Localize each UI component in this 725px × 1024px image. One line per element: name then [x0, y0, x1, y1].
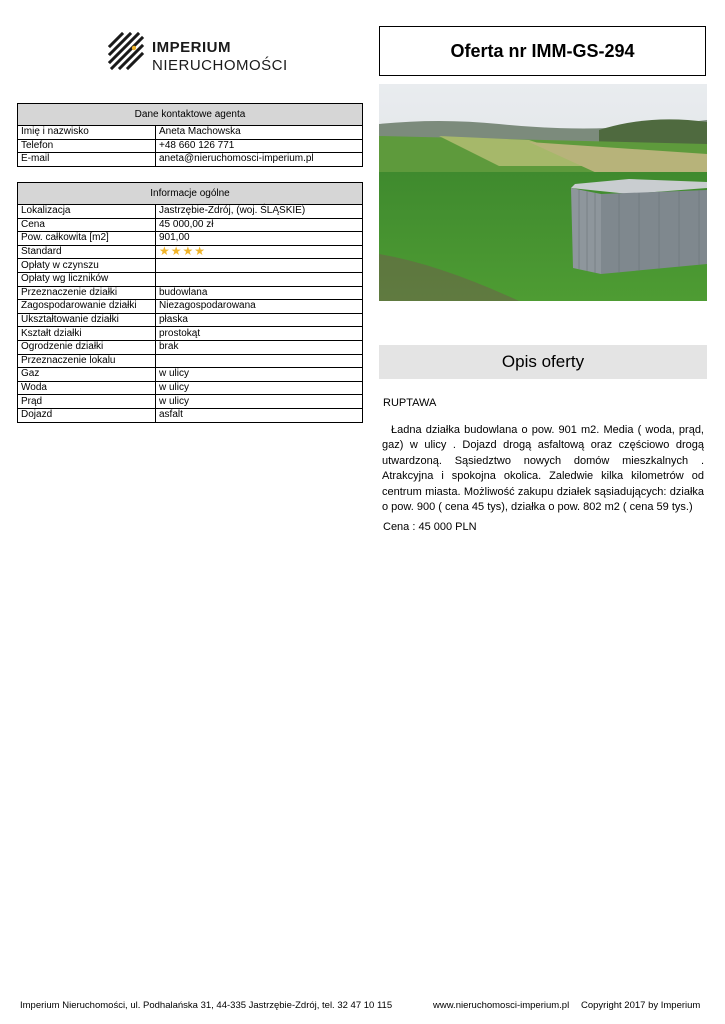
row-label: Woda [18, 381, 156, 395]
table-row [18, 300, 363, 314]
table-row [18, 395, 363, 409]
row-label: Pow. całkowita [m2] [18, 232, 156, 246]
row-label: Ukształtowanie działki [18, 313, 156, 327]
row-label: Telefon [18, 139, 156, 153]
row-label: Gaz [18, 368, 156, 382]
row-label: Imię i nazwisko [18, 126, 156, 140]
table-row [18, 354, 363, 368]
row-label: Zagospodarowanie działki [18, 300, 156, 314]
star-icon: ★ [194, 244, 206, 258]
table-row [18, 272, 363, 286]
description-title: RUPTAWA [383, 397, 437, 409]
footer-copyright: Copyright 2017 by Imperium [581, 1000, 701, 1011]
row-label: Cena [18, 218, 156, 232]
star-icon: ★ [182, 244, 194, 258]
agent-contact-table [17, 103, 363, 167]
row-label: Prąd [18, 395, 156, 409]
table-row [18, 218, 363, 232]
table-row [18, 245, 363, 259]
table-row [18, 340, 363, 354]
row-value: w ulicy [156, 381, 363, 395]
star-rating [159, 246, 205, 257]
row-value: płaska [156, 313, 363, 327]
agent-name: Aneta Machowska [156, 126, 363, 140]
table-row [18, 259, 363, 273]
row-label: Opłaty wg liczników [18, 272, 156, 286]
row-value [156, 259, 363, 273]
row-value: 901,00 [156, 232, 363, 246]
company-logo [108, 32, 288, 76]
property-photo [379, 84, 707, 301]
table-row [18, 408, 363, 422]
agent-phone: +48 660 126 771 [156, 139, 363, 153]
description-price: Cena : 45 000 PLN [383, 521, 477, 533]
row-value: w ulicy [156, 395, 363, 409]
table-row [18, 313, 363, 327]
row-value: asfalt [156, 408, 363, 422]
logo-stripes-icon [108, 32, 148, 72]
contact-table-header: Dane kontaktowe agenta [18, 104, 363, 126]
table-row [18, 139, 363, 153]
description-header [379, 345, 707, 379]
row-value: brak [156, 340, 363, 354]
standard-rating [156, 245, 363, 259]
garage-shape [571, 179, 707, 274]
star-icon: ★ [159, 244, 170, 258]
footer-website-link[interactable]: www.nieruchomosci-imperium.pl [433, 1000, 570, 1011]
row-label: Ogrodzenie działki [18, 340, 156, 354]
table-row [18, 205, 363, 219]
row-value: 45 000,00 zł [156, 218, 363, 232]
row-label: Dojazd [18, 408, 156, 422]
description-heading: Opis oferty [501, 352, 585, 371]
row-label: Kształt działki [18, 327, 156, 341]
field-with-garage-image [379, 84, 707, 301]
row-value [156, 354, 363, 368]
row-value: w ulicy [156, 368, 363, 382]
footer-address: Imperium Nieruchomości, ul. Podhalańska 31, 44-335 Jastrzębie-Zdrój, tel. 32 47 10 115 [20, 1000, 393, 1011]
star-icon: ★ [170, 244, 182, 258]
row-label: Przeznaczenie lokalu [18, 354, 156, 368]
offer-number-box [379, 26, 706, 76]
row-value: prostokąt [156, 327, 363, 341]
table-row [18, 286, 363, 300]
row-label: E-mail [18, 153, 156, 167]
table-row [18, 368, 363, 382]
table-row [18, 153, 363, 167]
table-row [18, 327, 363, 341]
row-value: Jastrzębie-Zdrój, (woj. ŚLĄSKIE) [156, 205, 363, 219]
agent-email: aneta@nieruchomosci-imperium.pl [156, 153, 363, 167]
table-row [18, 126, 363, 140]
row-label: Przeznaczenie działki [18, 286, 156, 300]
general-table-header: Informacje ogólne [18, 183, 363, 205]
general-info-table [17, 182, 363, 423]
logo-text-top: IMPERIUM [152, 39, 231, 56]
row-label: Lokalizacja [18, 205, 156, 219]
row-label: Standard [18, 245, 156, 259]
offer-number: Oferta nr IMM-GS-294 [450, 40, 635, 61]
description-body: Ładna działka budowlana o pow. 901 m2. Media ( woda, prąd, gaz) w ulicy . Dojazd drogą asfaltową oraz częściowo drogą utwardzoną. Sąsiedztwo nowych domów mieszkalnych . Atrakcyjna i spokojna okolica. Zaledwie kilka kilometrów od centrum miasta. Możliwość zakupu działek sąsiadujących: działka o pow. 900 ( cena 45 tys), działka o pow. 802 m2 ( cena 59 tys.) [382, 424, 704, 514]
row-label: Opłaty w czynszu [18, 259, 156, 273]
table-row [18, 381, 363, 395]
row-value [156, 272, 363, 286]
row-value: Niezagospodarowana [156, 300, 363, 314]
row-value: budowlana [156, 286, 363, 300]
logo-text-bottom: NIERUCHOMOŚCI [152, 57, 288, 74]
